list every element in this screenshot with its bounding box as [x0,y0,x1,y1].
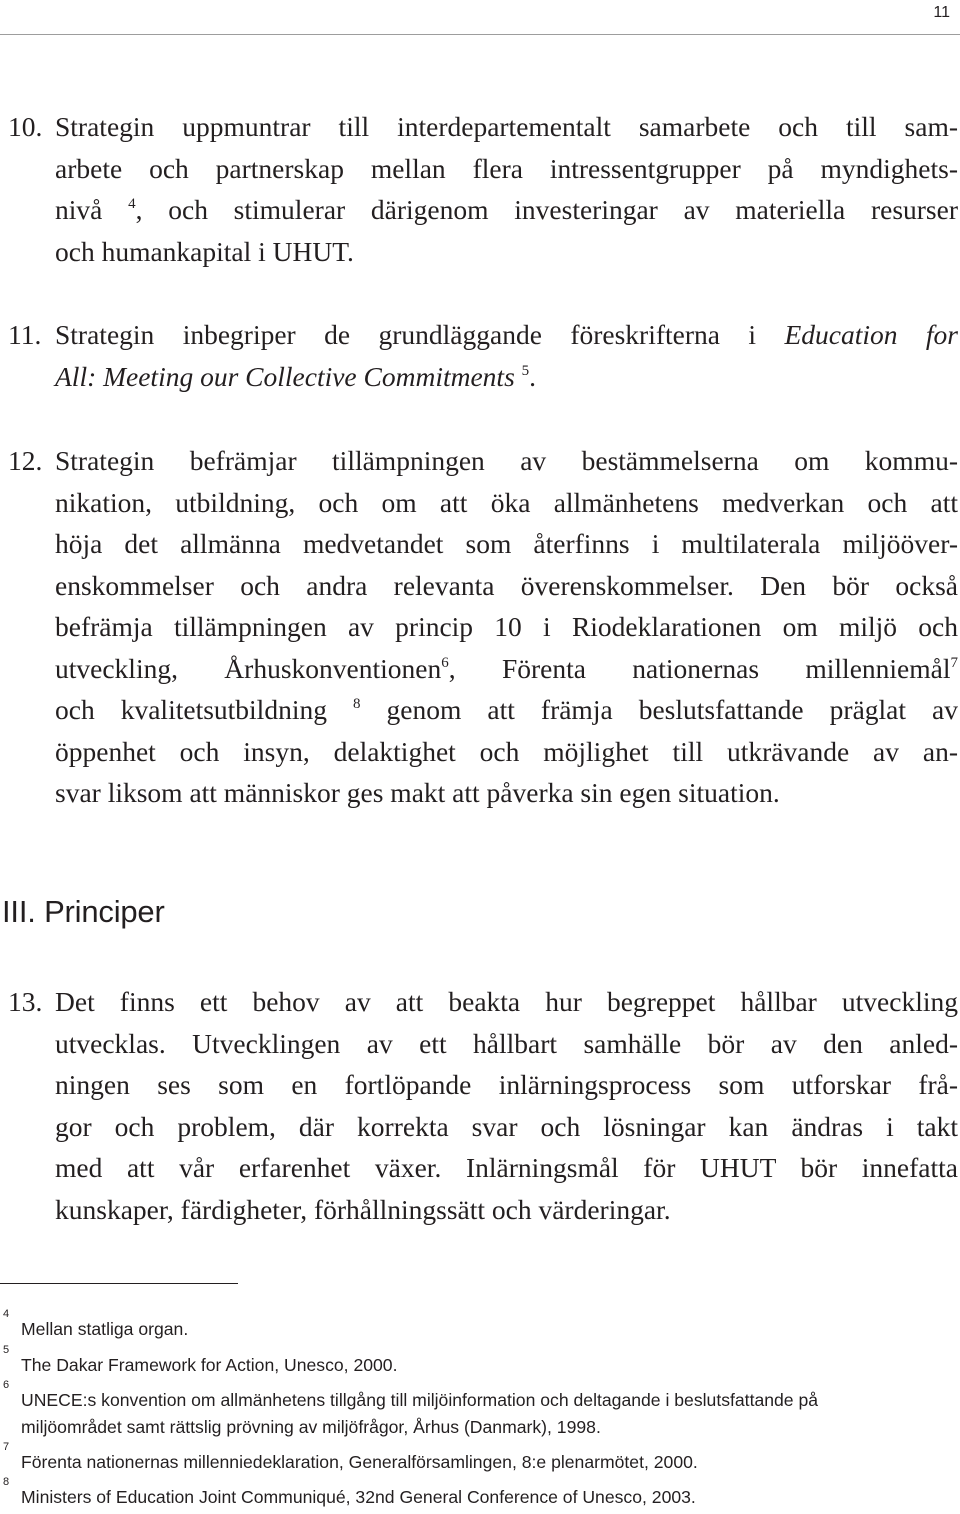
paragraph-11 [8,314,958,397]
paragraph-line: och kvalitetsutbildning $^8$ genom att främja beslutsfattande präglat av [55,694,958,725]
footnote-number: 6 [3,1379,10,1391]
paragraph-line: enskommelser och andra relevanta överenskommelser. Den bör också [55,569,958,601]
paragraph-line: 12. Strategin befrämjar tillämpningen av bestämmelserna om kommu- [8,440,958,482]
header-rule [0,34,960,35]
item-number: 13. [8,986,43,1017]
footnote-text: Förenta nationernas millenniedeklaration, Generalförsamlingen, 8:e plenarmötet, 2000. [21,1452,698,1472]
paragraph-line: nivå $^4$, och stimulerar därigenom investeringar av materiella resurser [55,194,959,225]
footnote-text-continued: miljöområdet samt rättslig prövning av miljöfrågor, Århus (Danmark), 1998. [21,1417,601,1437]
footnote-ref: 5 [521,362,530,379]
paragraph-line: 11. Strategin inbegriper de grundläggande föreskrifterna i Education for [8,314,958,356]
paragraph-line: utveckling, Århuskonventionen$^6$, Förenta nationernas millenniemål$^7$ [55,652,958,684]
footnote-ref: 7 [950,654,958,671]
footnote-rule [0,1283,238,1284]
paragraph-12 [8,440,958,814]
paragraph-line: arbete och partnerskap mellan flera intressentgrupper på myndighets- [55,152,958,184]
paragraph-line: 10. Strategin uppmuntrar till interdepartementalt samarbete och till sam- [8,106,958,148]
paragraph-line: nikation, utbildning, och om att öka allmänhetens medverkan och att [55,486,958,518]
paragraph-line: All: Meeting our Collective Commitments $^5$. [55,360,537,392]
paragraph-line: utvecklas. Utvecklingen av ett hållbart samhälle bör av den anled- [55,1027,958,1059]
footnote-ref: 4 [128,196,136,212]
paragraph-line: höja det allmänna medvetandet som återfinns i multilaterala miljööver- [55,528,958,559]
footnote-text: UNECE:s konvention om allmänhetens tillgång till miljöinformation och deltagande i beslutsfattande på [21,1390,819,1410]
paragraph-13 [8,981,958,1230]
footnote-ref: 6 [441,654,449,671]
paragraph-line: kunskaper, färdigheter, förhållningssätt och värderingar. [55,1193,671,1225]
paragraph-line: 13. Det finns ett behov av att beakta hur begreppet hållbar utveckling [8,981,958,1023]
footnote-text: The Dakar Framework for Action, Unesco, 2000. [21,1355,398,1375]
paragraph-line: med att vår erfarenhet växer. Inlärningsmål för UHUT bör innefatta [55,1152,958,1183]
item-number: 12. [8,445,43,476]
footnote-number: 7 [3,1441,10,1453]
footnote-text: Ministers of Education Joint Communiqué, 32nd General Conference of Unesco, 2003. [21,1487,696,1507]
item-number: 11. [8,319,42,350]
page-number: 11 [933,4,950,21]
paragraph-line: öppenhet och insyn, delaktighet och möjlighet till utkrävande av an- [55,735,958,767]
footnote-ref: 8 [353,696,361,712]
item-number: 10. [8,111,43,142]
paragraph-line: befrämja tillämpningen av princip 10 i Riodeklarationen om miljö och [55,611,958,642]
footnote-text: Mellan statliga organ. [21,1319,189,1339]
section-heading: III. Principer [2,894,165,929]
paragraph-line: gor och problem, där korrekta svar och lösningar kan ändras i takt [55,1110,958,1142]
paragraph-10 [8,106,958,272]
footnote-number: 8 [3,1476,10,1488]
footnote-number: 4 [3,1308,10,1320]
paragraph-line: svar liksom att människor ges makt att påverka sin egen situation. [55,777,780,808]
paragraph-line: ningen ses som en fortlöpande inlärningsprocess som utforskar frå- [55,1069,958,1100]
paragraph-line: och humankapital i UHUT. [55,235,354,267]
footnote-number: 5 [3,1344,10,1356]
